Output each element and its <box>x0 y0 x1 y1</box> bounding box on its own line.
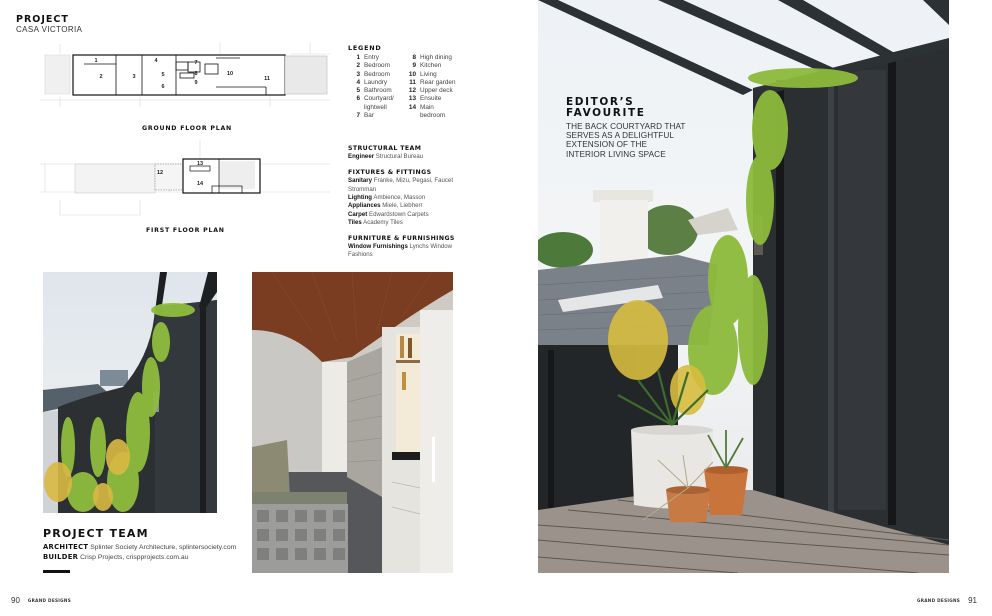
first-floor-plan <box>40 140 330 220</box>
sanitary-credit: Sanitary Franke, Mizu, Pegasi, Faucet Stromman <box>348 177 454 193</box>
legend-item: 8 High dining <box>412 54 452 61</box>
courtyard-photo <box>538 0 949 573</box>
svg-text:11: 11 <box>264 76 270 82</box>
legend-item: 7 Bar <box>356 112 374 120</box>
courtyard-illustration <box>538 0 949 573</box>
legend-column-2 <box>404 54 460 120</box>
legend-item: 4 Laundry <box>356 78 388 86</box>
editors-favourite-callout <box>566 97 686 159</box>
page-number-left: 90 <box>11 596 20 605</box>
legend-column-1 <box>348 54 404 120</box>
section-rule <box>43 570 70 573</box>
svg-text:7: 7 <box>194 60 198 66</box>
vine-facade-photo <box>43 272 217 513</box>
svg-text:13: 13 <box>196 161 204 167</box>
kitchen-bar-photo <box>252 272 453 573</box>
plan-legend <box>348 44 468 120</box>
carpet-credit: Carpet Edwardstown Carpets <box>348 210 429 218</box>
ground-floor-plan <box>40 42 330 107</box>
callout-subtitle: THE BACK COURTYARD THAT SERVES AS A DELIGHTFUL EXTENSION OF THE INTERIOR LIVING SPACE <box>566 122 686 159</box>
project-name: CASA VICTORIA <box>16 25 83 34</box>
page-number-right: 91 <box>968 596 978 605</box>
callout-title-line1: EDITOR’S <box>566 96 635 108</box>
legend-item: 1 Entry <box>356 54 379 61</box>
svg-text:9: 9 <box>194 80 198 86</box>
legend-item: 14 Main bedroom <box>408 103 446 120</box>
magazine-name-right: GRAND DESIGNS <box>917 598 961 603</box>
svg-text:10: 10 <box>226 71 234 77</box>
svg-text:1: 1 <box>94 58 98 64</box>
svg-text:3: 3 <box>132 74 136 80</box>
window-furnishings-credit: Window Furnishings Lynchs Window Fashions <box>348 243 453 259</box>
legend-item: 10 Living <box>408 70 437 78</box>
first-floor-caption: FIRST FLOOR PLAN <box>146 227 225 234</box>
legend-title: LEGEND <box>348 44 382 52</box>
legend-item: 2 Bedroom <box>356 62 390 70</box>
legend-item: 12 Upper deck <box>408 87 453 95</box>
legend-item: 6 Courtyard/ lightwell <box>356 95 394 111</box>
ground-floor-caption: GROUND FLOOR PLAN <box>142 125 233 132</box>
legend-item: 5 Bathroom <box>356 87 392 95</box>
builder-credit: BUILDER Crisp Projects, crispprojects.com.au <box>43 552 189 561</box>
fixtures-title: FIXTURES & FITTINGS <box>348 168 432 176</box>
project-kicker: PROJECT <box>16 14 69 25</box>
legend-item: 3 Bedroom <box>356 70 390 78</box>
lighting-credit: Lighting Ambience, Masson <box>348 194 426 202</box>
vine-facade-illustration <box>43 272 217 513</box>
project-team <box>43 527 236 573</box>
svg-text:5: 5 <box>161 72 165 78</box>
project-heading <box>16 15 82 34</box>
svg-text:2: 2 <box>99 74 103 80</box>
folio-right <box>917 596 977 605</box>
architect-credit: ARCHITECT Splinter Society Architecture, splintersociety.com <box>43 543 237 551</box>
folio-left <box>11 596 71 605</box>
legend-item: 9 Kitchen <box>412 62 442 70</box>
first-floor-plan-drawing <box>40 140 330 220</box>
appliances-credit: Appliances Miele, Liebherr <box>348 202 423 210</box>
magazine-name-left: GRAND DESIGNS <box>27 598 72 603</box>
svg-text:8: 8 <box>194 71 198 77</box>
project-credits <box>348 145 468 260</box>
first-floor-label-12: 12 <box>156 170 164 176</box>
svg-text:14: 14 <box>196 181 204 187</box>
engineer-credit: Engineer Structural Bureau <box>348 153 424 161</box>
structural-team-title: STRUCTURAL TEAM <box>348 145 422 152</box>
project-team-title: PROJECT TEAM <box>43 527 149 540</box>
ground-floor-plan-drawing <box>40 42 330 107</box>
furniture-title: FURNITURE & FURNISHINGS <box>348 234 455 242</box>
legend-item: 13 Ensuite <box>408 95 442 103</box>
kitchen-illustration <box>252 272 453 573</box>
svg-text:6: 6 <box>161 84 165 90</box>
callout-title-line2: FAVOURITE <box>566 107 646 119</box>
tiles-credit: Tiles Academy Tiles <box>348 219 403 227</box>
legend-item: 11 Rear garden <box>409 78 456 86</box>
svg-text:4: 4 <box>154 58 158 64</box>
